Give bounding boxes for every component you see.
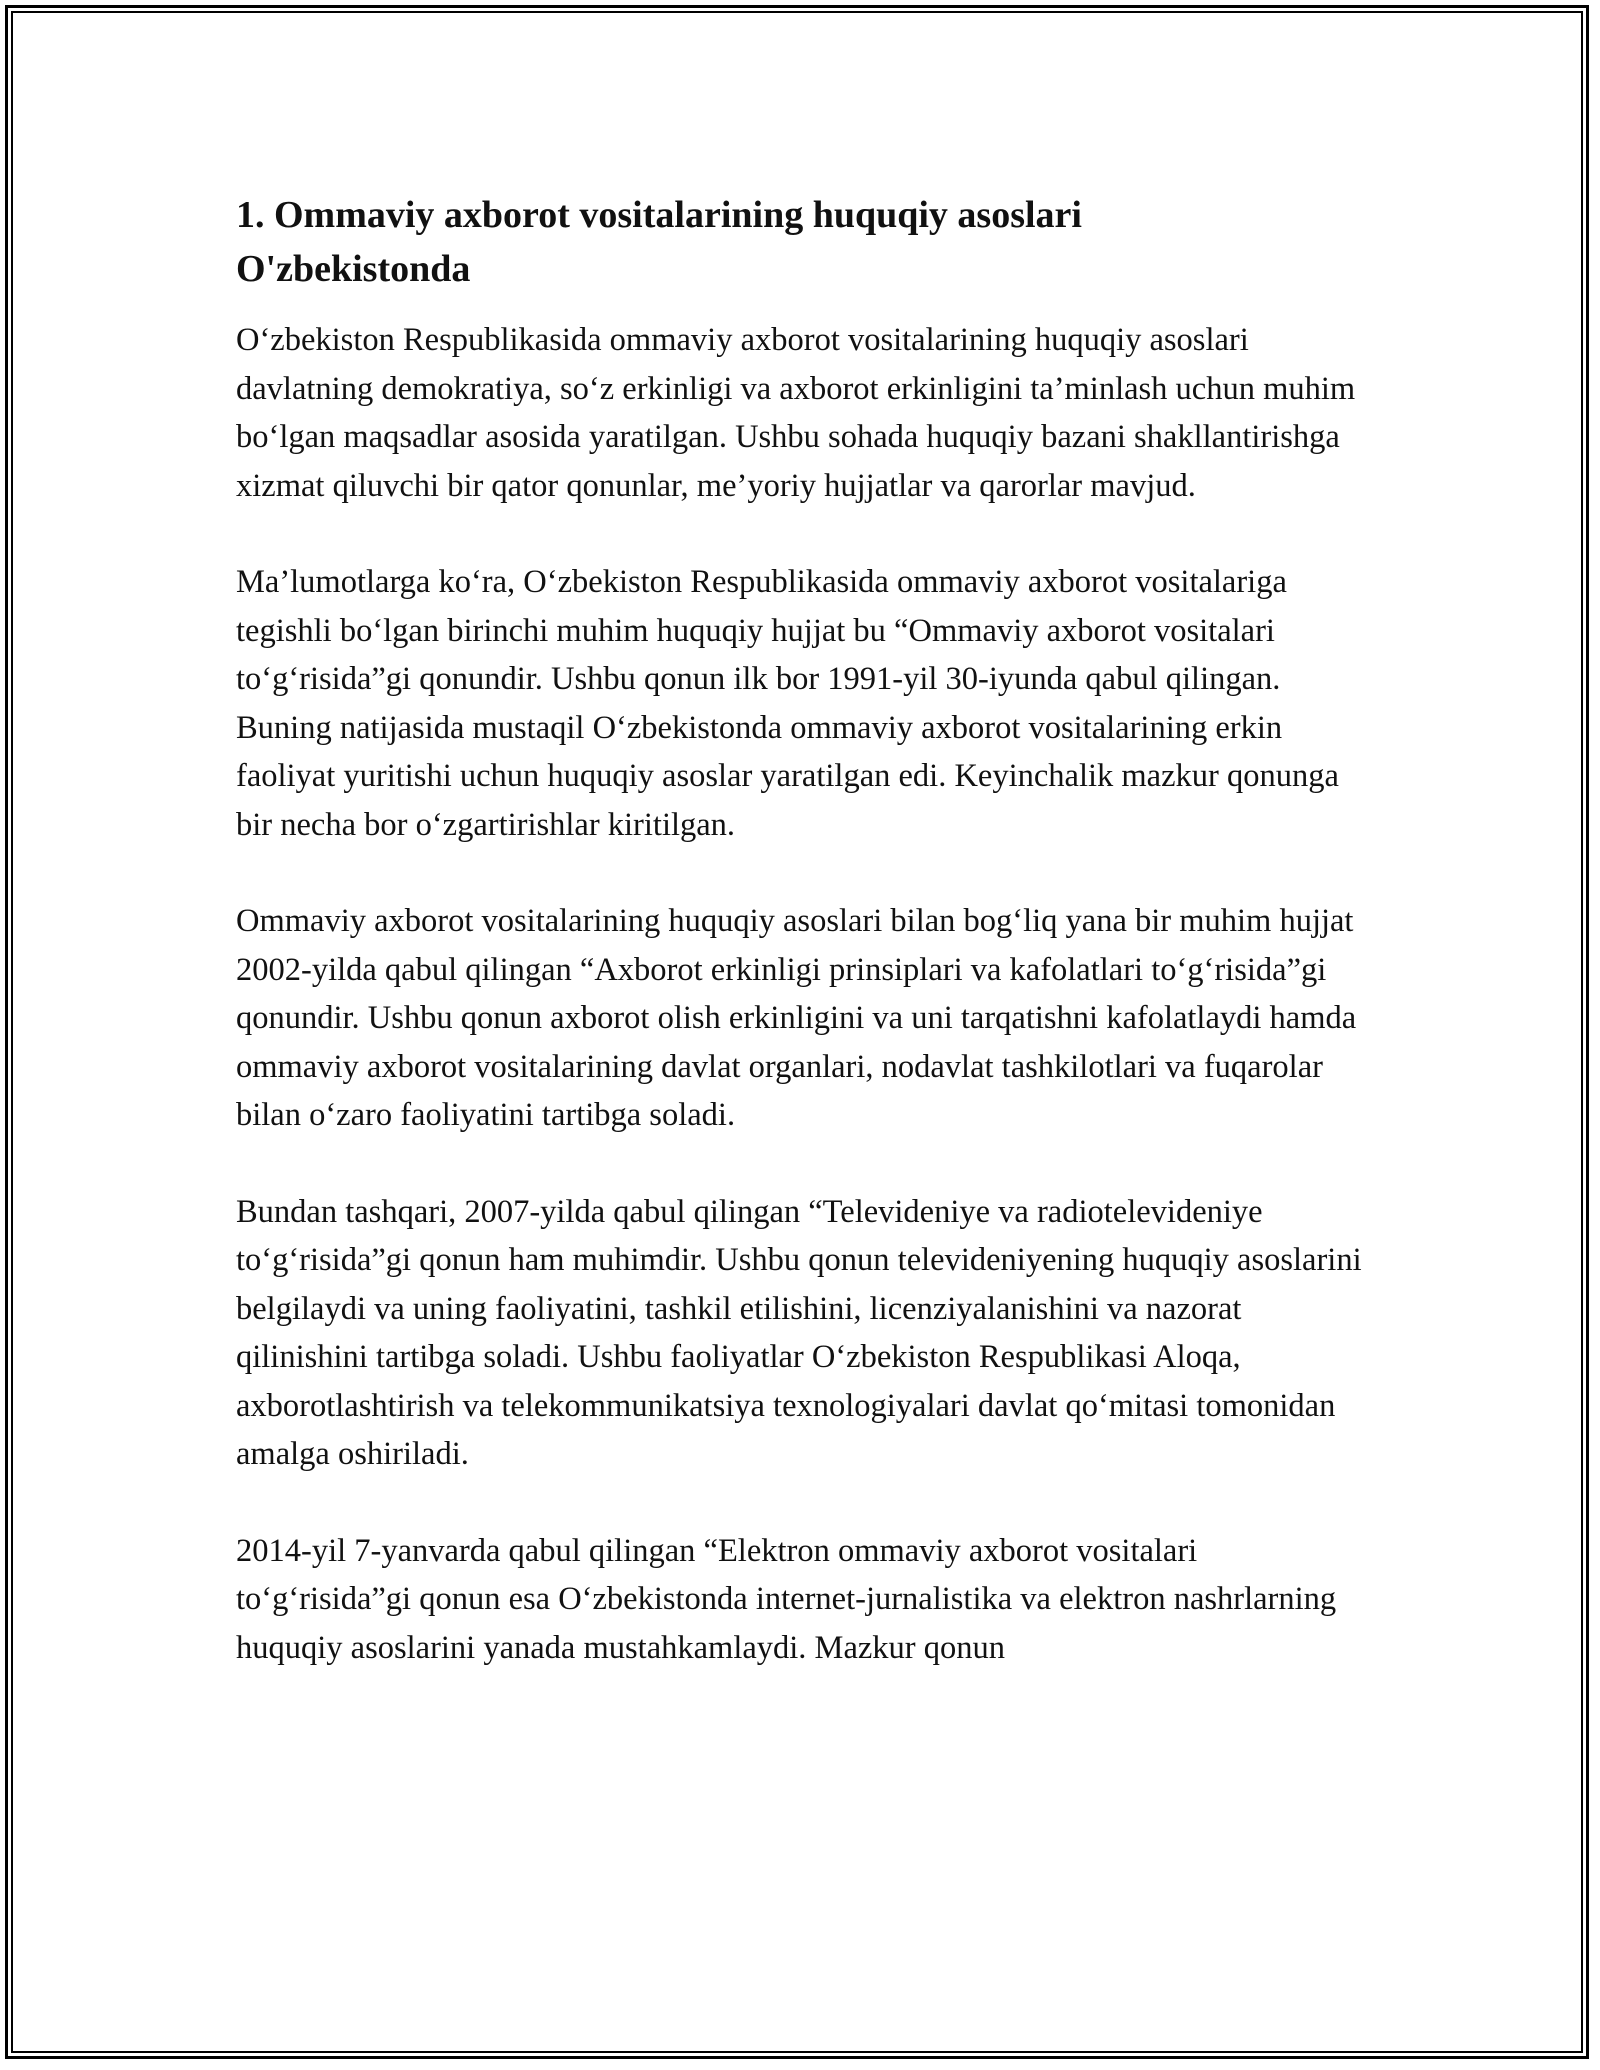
section-heading <box>236 188 1236 296</box>
paragraph-4: Bundan tashqari, 2007-yilda qabul qilingan “Televideniye va radiotelevideniye to‘g‘risida”gi qonun ham muhimdir. Ushbu qonun televideniyening huquqiy asoslarini belgilaydi va uning faoliyatini, tashkil etilishini, licenziyalanishini va nazorat qilinishini tartibga soladi. Ushbu faoliyatlar O‘zbekiston Respublikasi Aloqa, axborotlashtirish va telekommunikatsiya texnologiyalari davlat qo‘mitasi tomonidan amalga oshiriladi. <box>236 1193 1362 1472</box>
document-body <box>236 188 1364 1720</box>
section-heading-line-2: O'zbekistonda <box>236 248 471 290</box>
section-heading-line-1: 1. Ommaviy axborot vositalarining huquqiy asoslari <box>236 194 1082 236</box>
paragraph-2: Ma’lumotlarga ko‘ra, O‘zbekiston Respublikasida ommaviy axborot vositalariga tegishli bo‘lgan birinchi muhim huquqiy hujjat bu “Ommaviy axborot vositalari to‘g‘risida”gi qonundir. Ushbu qonun ilk bor 1991-yil 30-iyunda qabul qilingan. Buning natijasida mustaqil O‘zbekistonda ommaviy axborot vositalarining erkin faoliyat yuritishi uchun huquqiy asoslar yaratilgan edi. Keyinchalik mazkur qonunga bir necha bor o‘zgartirishlar kiritilgan. <box>236 564 1339 843</box>
paragraph-5: 2014-yil 7-yanvarda qabul qilingan “Elektron ommaviy axborot vositalari to‘g‘risida”gi qonun esa O‘zbekistonda internet-jurnalistika va elektron nashrlarning huquqiy asoslarini yanada mustahkamlaydi. Mazkur qonun <box>236 1532 1337 1666</box>
paragraph-3: Ommaviy axborot vositalarining huquqiy asoslari bilan bog‘liq yana bir muhim hujjat 2002-yilda qabul qilingan “Axborot erkinligi prinsiplari va kafolatlari to‘g‘risida”gi qonundir. Ushbu qonun axborot olish erkinligini va uni tarqatishni kafolatlaydi hamda ommaviy axborot vositalarining davlat organlari, nodavlat tashkilotlari va fuqarolar bilan o‘zaro faoliyatini tartibga soladi. <box>236 903 1357 1133</box>
paragraph-1: O‘zbekiston Respublikasida ommaviy axborot vositalarining huquqiy asoslari davlatning demokratiya, so‘z erkinligi va axborot erkinligini ta’minlash uchun muhim bo‘lgan maqsadlar asosida yaratilgan. Ushbu sohada huquqiy bazani shakllantirishga xizmat qiluvchi bir qator qonunlar, me’yoriy hujjatlar va qarorlar mavjud. <box>236 322 1356 504</box>
